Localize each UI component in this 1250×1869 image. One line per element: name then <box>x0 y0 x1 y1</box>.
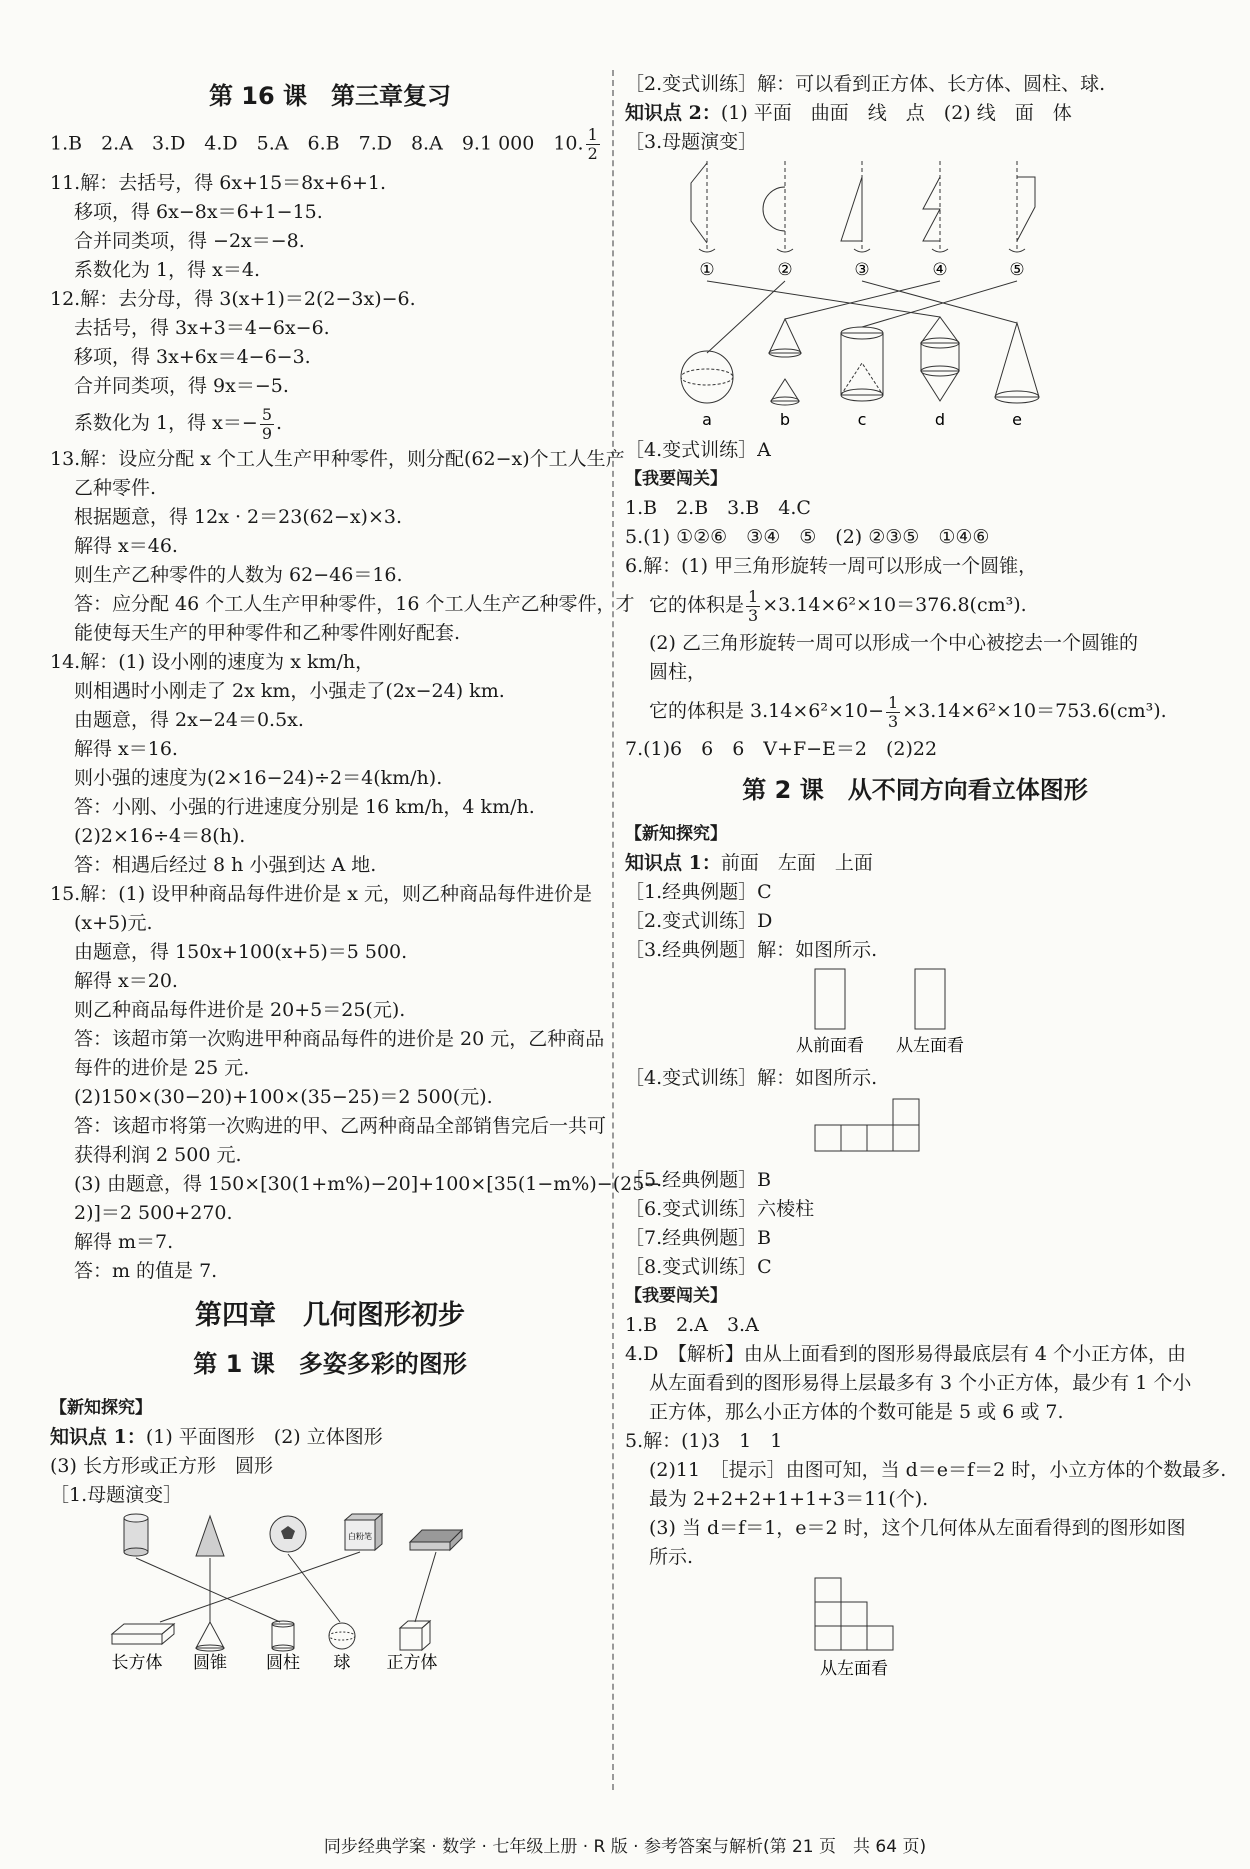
fraction: $\frac{1}{2}$ <box>587 125 598 163</box>
page-footer: 同步经典学案 · 数学 · 七年级上册 · R 版 · 参考答案与解析(第 21 页 共 64 页) <box>323 1837 927 1857</box>
solid-e-cone <box>995 323 1039 403</box>
text-line: 根据题意，得 12x · 2＝23(62−x)×3. <box>74 506 403 528</box>
left-view-rect <box>915 969 945 1029</box>
text-line: (x+5)元. <box>74 912 153 934</box>
left-column <box>50 70 661 1679</box>
solid-c-cylinder-cone-hole <box>841 327 883 401</box>
text-line: (2) 乙三角形旋转一周可以形成一个中心被挖去一个圆锥的 <box>649 632 1138 654</box>
left-view-stack-label: 从左面看 <box>820 1659 888 1679</box>
lesson-1-title: 第 1 课 多姿多彩的图形 <box>193 1350 467 1378</box>
exercise-answer: ［3.经典例题］解：如图所示. <box>625 939 878 961</box>
text-line: 5.解：(1)3 1 1 <box>625 1430 783 1452</box>
text-line: (2)11 ［提示］由图可知，当 d＝e＝f＝2 时，小立方体的个数最多. <box>649 1459 1227 1481</box>
chalk-box-label: 白粉笔 <box>348 1532 372 1541</box>
text-line: 正方体，那么小正方体的个数可能是 5 或 6 或 7. <box>649 1401 1064 1423</box>
figure-left-view-stack <box>625 1572 1205 1691</box>
section-heading: 【我要闯关】 <box>625 1286 727 1306</box>
shape-3-triangle <box>841 177 862 241</box>
label-cube: 正方体 <box>386 1653 438 1670</box>
cube-shape <box>400 1621 430 1650</box>
top-label-5: ⑤ <box>1009 260 1025 280</box>
text-line: 解得 x＝20. <box>74 970 178 992</box>
text-line: 则相遇时小刚走了 2x km，小强走了(2x−24) km. <box>74 680 505 702</box>
text-line: 答：相遇后经过 8 h 小强到达 A 地. <box>74 854 377 876</box>
bottom-label-c: c <box>857 410 867 427</box>
match-line <box>136 1558 280 1622</box>
text-line: 15.解：(1) 设甲种商品每件进价是 x 元，则乙种商品每件进价是 <box>50 883 592 905</box>
exercise-answer: ［8.变式训练］C <box>625 1256 772 1278</box>
question-14 <box>50 648 610 880</box>
text-line: 则小强的速度为(2×16−24)÷2＝4(km/h). <box>74 767 443 789</box>
text-line: 解得 x＝16. <box>74 738 178 760</box>
answers-row: 1.B 2.A 3.D 4.D 5.A 6.B 7.D 8.A 9.1 000 10. $\frac{1}{2}$ <box>50 125 598 163</box>
flat-box-icon <box>410 1530 462 1550</box>
text-line: 6.解：(1) 甲三角形旋转一周可以形成一个圆锥， <box>625 555 1038 577</box>
figure-shapes-matching <box>50 1510 610 1679</box>
text-line: 7.(1)6 6 6 V+F−E＝2 (2)22 <box>625 738 938 760</box>
bottom-label-d: d <box>934 410 946 427</box>
text-line: 系数化为 1，得 x＝4. <box>74 259 261 281</box>
section-heading: 【新知探究】 <box>625 824 727 844</box>
right-column <box>625 70 1227 1691</box>
label-cuboid: 长方体 <box>111 1653 163 1670</box>
lesson-2-title: 第 2 课 从不同方向看立体图形 <box>742 776 1088 804</box>
text-line: (3) 长方形或正方形 圆形 <box>50 1455 273 1477</box>
exercise-answer: ［2.变式训练］解：可以看到正方体、长方体、圆柱、球. <box>625 73 1106 95</box>
text-line: 13.解：设应分配 x 个工人生产甲种零件，则分配(62−x)个工人生产 <box>50 448 625 470</box>
solid-d-cone-cylinder-cone <box>921 317 959 401</box>
lesson-16-title: 第 16 课 第三章复习 <box>208 82 452 110</box>
bottom-label-b: b <box>779 410 791 427</box>
exercise-label: ［3.母题演变］ <box>625 131 758 153</box>
exercise-answer: ［4.变式训练］A <box>625 439 771 461</box>
text-line: 获得利润 2 500 元. <box>74 1144 242 1166</box>
top-label-4: ④ <box>932 260 948 280</box>
text-line: 答：m 的值是 7. <box>74 1260 218 1282</box>
text-line: 由题意，得 2x−24＝0.5x. <box>74 709 304 731</box>
text-line: 它的体积是 $\frac{1}{3}$ ×3.14×6²×10＝376.8(cm³). <box>649 586 1027 625</box>
exercise-answer: ［4.变式训练］解：如图所示. <box>625 1067 878 1089</box>
text-line: (3) 当 d＝f＝1，e＝2 时，这个几何体从左面看得到的图形如图 <box>649 1517 1186 1539</box>
text-line: 答：该超市将第一次购进的甲、乙两种商品全部销售完后一共可 <box>74 1115 607 1137</box>
text-line: 1.B 2.B 3.B 4.C <box>625 497 811 519</box>
shape-5-trapezoid <box>1017 177 1035 241</box>
figure-top-view <box>625 1093 1205 1166</box>
text-line: (2)150×(30−20)+100×(35−25)＝2 500(元). <box>74 1086 493 1108</box>
section-heading: 【我要闯关】 <box>625 469 727 489</box>
match-line <box>288 1554 340 1622</box>
cone-tree-icon <box>196 1516 224 1556</box>
front-view-rect <box>815 969 845 1029</box>
left-view-stack-svg <box>625 1572 1085 1682</box>
text-line: 则乙种商品每件进价是 20+5＝25(元). <box>74 999 406 1021</box>
text-line: 2)]＝2 500+270. <box>74 1202 233 1224</box>
text-line: 能使每天生产的甲种零件和乙种零件刚好配套. <box>74 622 461 644</box>
text-line: (2)2×16÷4＝8(h). <box>74 825 246 847</box>
match-line <box>415 1552 436 1622</box>
fraction: $\frac{1}{3}$ <box>888 692 899 731</box>
text-line: 11.解：去括号，得 6x+15＝8x+6+1. <box>50 172 387 194</box>
cylinder-shape <box>272 1621 294 1651</box>
knowledge-point-1: 知识点 1：(1) 平面图形 (2) 立体图形 <box>50 1426 383 1448</box>
text-line: 系数化为 1，得 x＝− $\frac{5}{9}$ . <box>74 404 283 443</box>
text-line: 4.D 【解析】由从上面看到的图形易得最底层有 4 个小正方体，由 <box>625 1343 1187 1365</box>
text-line: 解得 m＝7. <box>74 1231 174 1253</box>
fraction: $\frac{5}{9}$ <box>261 404 272 443</box>
question-12 <box>50 285 610 445</box>
top-label-2: ② <box>777 260 793 280</box>
figure-rotation-matching <box>625 157 1205 436</box>
shape-4-double-triangle <box>923 177 940 241</box>
match-line <box>160 1552 360 1622</box>
text-line: 1.B 2.A 3.A <box>625 1314 759 1336</box>
text-line: 14.解：(1) 设小刚的速度为 x km/h， <box>50 651 375 673</box>
text-line: 答：该超市第一次购进甲种商品每件的进价是 20 元，乙种商品 <box>74 1028 605 1050</box>
text-line: 所示. <box>649 1546 694 1568</box>
text-line: 去括号，得 3x+3＝4−6x−6. <box>74 317 330 339</box>
question-11 <box>50 169 610 285</box>
solid-b-double-cone <box>769 319 801 405</box>
text-line: 12.解：去分母，得 3(x+1)＝2(2−3x)−6. <box>50 288 416 310</box>
fraction: $\frac{1}{3}$ <box>748 586 759 625</box>
column-divider <box>612 70 614 1790</box>
text-line: 圆柱， <box>649 661 707 683</box>
cuboid-shape <box>112 1624 174 1644</box>
rotation-matching-svg <box>625 157 1085 427</box>
chapter-4-title: 第四章 几何图形初步 <box>195 1300 465 1331</box>
text-line: 乙种零件. <box>74 477 157 499</box>
text-line: 解得 x＝46. <box>74 535 178 557</box>
exercise-answer: ［2.变式训练］D <box>625 910 773 932</box>
text-line: 移项，得 6x−8x＝6+1−15. <box>74 201 323 223</box>
text-line: 5.(1) ①②⑥ ③④ ⑤ (2) ②③⑤ ①④⑥ <box>625 526 990 548</box>
left-view-label: 从左面看 <box>896 1036 964 1055</box>
solid-a-sphere <box>681 351 733 403</box>
text-line: 合并同类项，得 9x＝−5. <box>74 375 289 397</box>
front-view-label: 从前面看 <box>796 1036 864 1055</box>
knowledge-point-1: 知识点 1：前面 左面 上面 <box>625 852 873 874</box>
label-cylinder: 圆柱 <box>266 1653 300 1670</box>
text-line: (3) 由题意，得 150×[30(1+m%)−20]+100×[35(1−m%)−(25− <box>74 1173 661 1195</box>
text-line: 它的体积是 3.14×6²×10− $\frac{1}{3}$ ×3.14×6²×10＝753.6(cm³). <box>649 692 1167 731</box>
shape-2-semicircle <box>763 187 785 231</box>
text-line: 移项，得 3x+6x＝4−6−3. <box>74 346 311 368</box>
text-line: 则生产乙种零件的人数为 62−46＝16. <box>74 564 403 586</box>
cone-shape <box>196 1622 224 1651</box>
top-view-svg <box>625 1093 1085 1157</box>
exercise-answer: ［7.经典例题］B <box>625 1227 772 1249</box>
text-line: 答：小刚、小强的行进速度分别是 16 km/h，4 km/h. <box>74 796 535 818</box>
knowledge-point-2: 知识点 2：(1) 平面 曲面 线 点 (2) 线 面 体 <box>625 102 1072 124</box>
bottom-label-a: a <box>702 410 712 427</box>
chalk-box-icon <box>345 1514 382 1550</box>
figure-front-left-views <box>625 965 1205 1064</box>
text-line: 由题意，得 150x+100(x+5)＝5 500. <box>74 941 408 963</box>
cylinder-can-icon <box>124 1514 148 1556</box>
question-13 <box>50 445 635 648</box>
exercise-answer: ［1.经典例题］C <box>625 881 772 903</box>
bottom-label-e: e <box>1012 410 1022 427</box>
sphere-shape <box>329 1623 355 1649</box>
text-line: 合并同类项，得 −2x＝−8. <box>74 230 305 252</box>
label-sphere: 球 <box>333 1653 351 1670</box>
text-line: 每件的进价是 25 元. <box>74 1057 250 1079</box>
shape-1-outline <box>691 163 707 243</box>
text-line: 从左面看到的图形易得上层最多有 3 个小正方体，最少有 1 个小 <box>649 1372 1192 1394</box>
exercise-answer: ［6.变式训练］六棱柱 <box>625 1198 815 1220</box>
soccer-ball-icon <box>270 1516 306 1552</box>
top-label-3: ③ <box>854 260 870 280</box>
views-svg <box>625 965 1085 1055</box>
exercise-label: ［1.母题演变］ <box>50 1484 183 1506</box>
exercise-answer: ［5.经典例题］B <box>625 1169 772 1191</box>
shapes-matching-svg <box>50 1510 610 1670</box>
section-heading: 【新知探究】 <box>50 1398 152 1418</box>
label-cone: 圆锥 <box>193 1653 227 1670</box>
text-line: 答：应分配 46 个工人生产甲种零件，16 个工人生产乙种零件，才 <box>74 593 635 615</box>
top-label-1: ① <box>699 260 715 280</box>
question-15 <box>50 880 661 1286</box>
text-line: 最为 2+2+2+1+1+3＝11(个). <box>649 1488 929 1510</box>
